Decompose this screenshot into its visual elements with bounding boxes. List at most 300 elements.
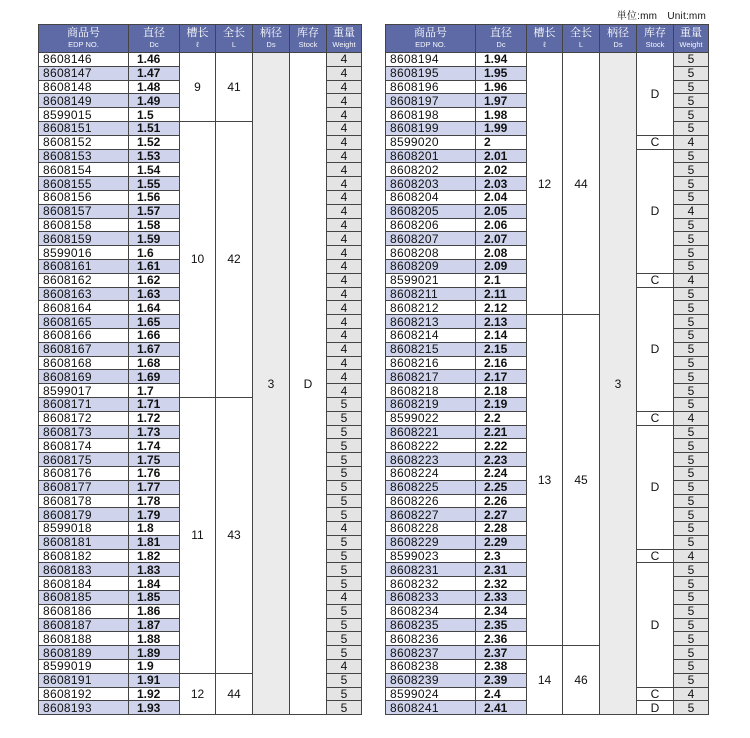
weight-cell: 5	[327, 535, 362, 549]
edp-cell: 8608179	[39, 508, 129, 522]
edp-cell: 8608216	[386, 356, 476, 370]
edp-cell: 8608165	[39, 315, 129, 329]
diameter-cell: 1.69	[129, 370, 180, 384]
header-stock: 库存 Stock	[290, 25, 327, 53]
weight-cell: 5	[674, 660, 709, 674]
edp-cell: 8608169	[39, 370, 129, 384]
edp-cell: 8608175	[39, 453, 129, 467]
stock-cell: D	[637, 287, 674, 411]
diameter-cell: 2.08	[476, 246, 527, 260]
weight-cell: 5	[674, 701, 709, 715]
weight-cell: 4	[327, 163, 362, 177]
weight-cell: 5	[674, 673, 709, 687]
diameter-cell: 1.68	[129, 356, 180, 370]
edp-cell: 8608203	[386, 177, 476, 191]
weight-cell: 4	[327, 218, 362, 232]
table-row	[386, 53, 709, 67]
weight-cell: 4	[327, 177, 362, 191]
diameter-cell: 2.35	[476, 618, 527, 632]
diameter-cell: 2.36	[476, 632, 527, 646]
diameter-cell: 2.16	[476, 356, 527, 370]
edp-cell: 8608186	[39, 604, 129, 618]
weight-cell: 4	[327, 287, 362, 301]
diameter-cell: 1.75	[129, 453, 180, 467]
edp-cell: 8599020	[386, 135, 476, 149]
diameter-cell: 1.83	[129, 563, 180, 577]
edp-cell: 8608217	[386, 370, 476, 384]
edp-cell: 8599017	[39, 384, 129, 398]
edp-cell: 8608183	[39, 563, 129, 577]
edp-cell: 8599021	[386, 273, 476, 287]
weight-cell: 5	[674, 218, 709, 232]
diameter-cell: 1.8	[129, 522, 180, 536]
stock-cell: D	[637, 425, 674, 549]
edp-cell: 8608193	[39, 701, 129, 715]
weight-cell: 5	[674, 646, 709, 660]
diameter-cell: 1.61	[129, 259, 180, 273]
weight-cell: 4	[674, 204, 709, 218]
weight-cell: 5	[674, 563, 709, 577]
weight-cell: 5	[674, 494, 709, 508]
weight-cell: 4	[674, 549, 709, 563]
weight-cell: 5	[674, 591, 709, 605]
weight-cell: 5	[327, 508, 362, 522]
diameter-cell: 2.06	[476, 218, 527, 232]
diameter-cell: 2.02	[476, 163, 527, 177]
spec-table-left	[38, 24, 362, 715]
edp-cell: 8608214	[386, 328, 476, 342]
weight-cell: 5	[674, 384, 709, 398]
weight-cell: 4	[327, 149, 362, 163]
edp-cell: 8608197	[386, 94, 476, 108]
edp-cell: 8608178	[39, 494, 129, 508]
edp-cell: 8608236	[386, 632, 476, 646]
stock-cell: C	[637, 135, 674, 149]
edp-cell: 8608235	[386, 618, 476, 632]
weight-cell: 5	[327, 466, 362, 480]
diameter-cell: 2.11	[476, 287, 527, 301]
edp-cell: 8608155	[39, 177, 129, 191]
diameter-cell: 1.67	[129, 342, 180, 356]
edp-cell: 8608237	[386, 646, 476, 660]
weight-cell: 5	[674, 453, 709, 467]
diameter-cell: 1.64	[129, 301, 180, 315]
diameter-cell: 1.88	[129, 632, 180, 646]
weight-cell: 5	[674, 397, 709, 411]
edp-cell: 8608205	[386, 204, 476, 218]
weight-cell: 4	[327, 370, 362, 384]
diameter-cell: 1.49	[129, 94, 180, 108]
header-stock: 库存 Stock	[637, 25, 674, 53]
edp-cell: 8608224	[386, 466, 476, 480]
diameter-cell: 1.78	[129, 494, 180, 508]
diameter-cell: 2.15	[476, 342, 527, 356]
diameter-cell: 1.72	[129, 411, 180, 425]
diameter-cell: 2.33	[476, 591, 527, 605]
edp-cell: 8608195	[386, 66, 476, 80]
edp-cell: 8608161	[39, 259, 129, 273]
diameter-cell: 2.05	[476, 204, 527, 218]
edp-cell: 8608176	[39, 466, 129, 480]
diameter-cell: 1.59	[129, 232, 180, 246]
flute-length-cell: 10	[180, 121, 216, 397]
edp-cell: 8608149	[39, 94, 129, 108]
diameter-cell: 2.09	[476, 259, 527, 273]
edp-cell: 8608158	[39, 218, 129, 232]
weight-cell: 4	[327, 273, 362, 287]
flute-length-cell: 14	[527, 646, 563, 715]
diameter-cell: 2.07	[476, 232, 527, 246]
weight-cell: 5	[674, 342, 709, 356]
edp-cell: 8608225	[386, 480, 476, 494]
diameter-cell: 1.55	[129, 177, 180, 191]
weight-cell: 5	[327, 646, 362, 660]
edp-cell: 8608162	[39, 273, 129, 287]
edp-cell: 8599022	[386, 411, 476, 425]
weight-cell: 5	[674, 163, 709, 177]
weight-cell: 5	[674, 466, 709, 480]
edp-cell: 8608163	[39, 287, 129, 301]
overall-length-cell: 42	[216, 121, 253, 397]
weight-cell: 4	[327, 259, 362, 273]
stock-cell: C	[637, 273, 674, 287]
weight-cell: 4	[327, 246, 362, 260]
weight-cell: 5	[327, 577, 362, 591]
diameter-cell: 1.7	[129, 384, 180, 398]
diameter-cell: 2.37	[476, 646, 527, 660]
flute-length-cell: 12	[180, 673, 216, 714]
shank-diameter-cell: 3	[253, 53, 290, 715]
weight-cell: 4	[327, 108, 362, 122]
weight-cell: 5	[674, 604, 709, 618]
weight-cell: 5	[674, 508, 709, 522]
diameter-cell: 1.57	[129, 204, 180, 218]
weight-cell: 5	[327, 411, 362, 425]
edp-cell: 8599018	[39, 522, 129, 536]
flute-length-cell: 12	[527, 53, 563, 315]
edp-cell: 8608228	[386, 522, 476, 536]
edp-cell: 8608151	[39, 121, 129, 135]
weight-cell: 5	[674, 577, 709, 591]
edp-cell: 8608152	[39, 135, 129, 149]
edp-cell: 8608227	[386, 508, 476, 522]
diameter-cell: 2.34	[476, 604, 527, 618]
edp-cell: 8608182	[39, 549, 129, 563]
diameter-cell: 1.79	[129, 508, 180, 522]
weight-cell: 4	[327, 135, 362, 149]
edp-cell: 8608196	[386, 80, 476, 94]
weight-cell: 5	[674, 328, 709, 342]
weight-cell: 4	[674, 687, 709, 701]
weight-cell: 4	[674, 273, 709, 287]
edp-cell: 8608204	[386, 190, 476, 204]
weight-cell: 5	[327, 453, 362, 467]
stock-cell: D	[637, 53, 674, 136]
weight-cell: 5	[327, 632, 362, 646]
weight-cell: 5	[327, 687, 362, 701]
edp-cell: 8608202	[386, 163, 476, 177]
header-row	[39, 25, 362, 53]
weight-cell: 5	[674, 232, 709, 246]
header-shank: 柄径 Ds	[253, 25, 290, 53]
weight-cell: 5	[327, 563, 362, 577]
edp-cell: 8608222	[386, 439, 476, 453]
unit-label: 単位:mm Unit:mm	[616, 11, 706, 22]
weight-cell: 5	[674, 190, 709, 204]
edp-cell: 8608199	[386, 121, 476, 135]
weight-cell: 4	[327, 356, 362, 370]
diameter-cell: 2.27	[476, 508, 527, 522]
diameter-cell: 2.14	[476, 328, 527, 342]
weight-cell: 5	[327, 673, 362, 687]
edp-cell: 8608218	[386, 384, 476, 398]
diameter-cell: 2.04	[476, 190, 527, 204]
weight-cell: 4	[674, 135, 709, 149]
weight-cell: 5	[674, 53, 709, 67]
diameter-cell: 2.24	[476, 466, 527, 480]
diameter-cell: 2.3	[476, 549, 527, 563]
weight-cell: 5	[327, 425, 362, 439]
diameter-cell: 2.4	[476, 687, 527, 701]
weight-cell: 5	[674, 149, 709, 163]
diameter-cell: 1.76	[129, 466, 180, 480]
weight-cell: 4	[327, 232, 362, 246]
edp-cell: 8608148	[39, 80, 129, 94]
edp-cell: 8608146	[39, 53, 129, 67]
weight-cell: 5	[327, 604, 362, 618]
diameter-cell: 1.86	[129, 604, 180, 618]
diameter-cell: 2.25	[476, 480, 527, 494]
diameter-cell: 1.63	[129, 287, 180, 301]
edp-cell: 8608167	[39, 342, 129, 356]
header-overall: 全长 L	[563, 25, 600, 53]
diameter-cell: 1.46	[129, 53, 180, 67]
weight-cell: 5	[674, 356, 709, 370]
edp-cell: 8599019	[39, 660, 129, 674]
header-overall: 全长 L	[216, 25, 253, 53]
flute-length-cell: 9	[180, 53, 216, 122]
diameter-cell: 1.81	[129, 535, 180, 549]
diameter-cell: 1.5	[129, 108, 180, 122]
stock-cell: D	[637, 149, 674, 273]
diameter-cell: 1.92	[129, 687, 180, 701]
edp-cell: 8608181	[39, 535, 129, 549]
edp-cell: 8608241	[386, 701, 476, 715]
diameter-cell: 1.9	[129, 660, 180, 674]
diameter-cell: 2.26	[476, 494, 527, 508]
weight-cell: 5	[327, 701, 362, 715]
diameter-cell: 2.39	[476, 673, 527, 687]
edp-cell: 8608157	[39, 204, 129, 218]
weight-cell: 5	[674, 315, 709, 329]
diameter-cell: 2.38	[476, 660, 527, 674]
header-flute: 槽长 ℓ	[527, 25, 563, 53]
diameter-cell: 2.01	[476, 149, 527, 163]
edp-cell: 8608212	[386, 301, 476, 315]
edp-cell: 8608207	[386, 232, 476, 246]
diameter-cell: 2.32	[476, 577, 527, 591]
weight-cell: 4	[327, 204, 362, 218]
weight-cell: 5	[327, 549, 362, 563]
diameter-cell: 1.73	[129, 425, 180, 439]
stock-cell: D	[290, 53, 327, 715]
diameter-cell: 2.21	[476, 425, 527, 439]
header-weight: 重量 Weight	[327, 25, 362, 53]
edp-cell: 8608229	[386, 535, 476, 549]
edp-cell: 8608166	[39, 328, 129, 342]
weight-cell: 4	[327, 94, 362, 108]
edp-cell: 8608192	[39, 687, 129, 701]
header-dc: 直径 Dc	[129, 25, 180, 53]
diameter-cell: 1.48	[129, 80, 180, 94]
diameter-cell: 2.22	[476, 439, 527, 453]
edp-cell: 8599023	[386, 549, 476, 563]
weight-cell: 5	[674, 301, 709, 315]
diameter-cell: 2.28	[476, 522, 527, 536]
diameter-cell: 1.58	[129, 218, 180, 232]
weight-cell: 4	[327, 53, 362, 67]
edp-cell: 8608233	[386, 591, 476, 605]
diameter-cell: 1.47	[129, 66, 180, 80]
weight-cell: 5	[674, 80, 709, 94]
diameter-cell: 1.95	[476, 66, 527, 80]
diameter-cell: 1.53	[129, 149, 180, 163]
stock-cell: D	[637, 563, 674, 687]
diameter-cell: 1.91	[129, 673, 180, 687]
edp-cell: 8608223	[386, 453, 476, 467]
weight-cell: 5	[674, 66, 709, 80]
edp-cell: 8608174	[39, 439, 129, 453]
edp-cell: 8608231	[386, 563, 476, 577]
edp-cell: 8608226	[386, 494, 476, 508]
diameter-cell: 1.84	[129, 577, 180, 591]
weight-cell: 5	[674, 535, 709, 549]
spec-table-right	[385, 24, 709, 715]
overall-length-cell: 43	[216, 397, 253, 673]
flute-length-cell: 11	[180, 397, 216, 673]
weight-cell: 5	[674, 246, 709, 260]
diameter-cell: 2	[476, 135, 527, 149]
weight-cell: 5	[674, 480, 709, 494]
weight-cell: 4	[327, 80, 362, 94]
diameter-cell: 1.65	[129, 315, 180, 329]
edp-cell: 8608172	[39, 411, 129, 425]
weight-cell: 4	[327, 190, 362, 204]
diameter-cell: 1.54	[129, 163, 180, 177]
header-flute: 槽长 ℓ	[180, 25, 216, 53]
edp-cell: 8608159	[39, 232, 129, 246]
weight-cell: 4	[327, 328, 362, 342]
edp-cell: 8608154	[39, 163, 129, 177]
header-row	[386, 25, 709, 53]
stock-cell: C	[637, 411, 674, 425]
weight-cell: 5	[674, 94, 709, 108]
weight-cell: 4	[327, 121, 362, 135]
weight-cell: 4	[327, 591, 362, 605]
weight-cell: 5	[674, 259, 709, 273]
edp-cell: 8608213	[386, 315, 476, 329]
diameter-cell: 2.19	[476, 397, 527, 411]
diameter-cell: 2.23	[476, 453, 527, 467]
weight-cell: 5	[327, 397, 362, 411]
overall-length-cell: 44	[563, 53, 600, 315]
weight-cell: 4	[327, 66, 362, 80]
weight-cell: 5	[674, 370, 709, 384]
diameter-cell: 1.74	[129, 439, 180, 453]
stock-cell: C	[637, 687, 674, 701]
edp-cell: 8608156	[39, 190, 129, 204]
diameter-cell: 1.71	[129, 397, 180, 411]
edp-cell: 8608238	[386, 660, 476, 674]
weight-cell: 5	[674, 618, 709, 632]
weight-cell: 4	[327, 522, 362, 536]
diameter-cell: 2.18	[476, 384, 527, 398]
diameter-cell: 1.97	[476, 94, 527, 108]
overall-length-cell: 45	[563, 315, 600, 646]
diameter-cell: 1.98	[476, 108, 527, 122]
diameter-cell: 1.85	[129, 591, 180, 605]
stock-cell: D	[637, 701, 674, 715]
edp-cell: 8608168	[39, 356, 129, 370]
diameter-cell: 2.03	[476, 177, 527, 191]
edp-cell: 8608232	[386, 577, 476, 591]
weight-cell: 5	[674, 108, 709, 122]
diameter-cell: 1.89	[129, 646, 180, 660]
weight-cell: 5	[674, 287, 709, 301]
diameter-cell: 1.6	[129, 246, 180, 260]
diameter-cell: 1.62	[129, 273, 180, 287]
edp-cell: 8608191	[39, 673, 129, 687]
weight-cell: 5	[674, 121, 709, 135]
edp-cell: 8608153	[39, 149, 129, 163]
weight-cell: 4	[327, 384, 362, 398]
edp-cell: 8608206	[386, 218, 476, 232]
weight-cell: 4	[327, 301, 362, 315]
diameter-cell: 2.29	[476, 535, 527, 549]
edp-cell: 8608177	[39, 480, 129, 494]
diameter-cell: 2.12	[476, 301, 527, 315]
weight-cell: 5	[674, 522, 709, 536]
diameter-cell: 1.51	[129, 121, 180, 135]
diameter-cell: 2.2	[476, 411, 527, 425]
diameter-cell: 1.87	[129, 618, 180, 632]
edp-cell: 8608189	[39, 646, 129, 660]
weight-cell: 5	[327, 494, 362, 508]
edp-cell: 8608188	[39, 632, 129, 646]
edp-cell: 8608187	[39, 618, 129, 632]
edp-cell: 8608171	[39, 397, 129, 411]
overall-length-cell: 41	[216, 53, 253, 122]
edp-cell: 8608208	[386, 246, 476, 260]
diameter-cell: 2.31	[476, 563, 527, 577]
edp-cell: 8608201	[386, 149, 476, 163]
overall-length-cell: 44	[216, 673, 253, 714]
diameter-cell: 1.77	[129, 480, 180, 494]
diameter-cell: 1.93	[129, 701, 180, 715]
diameter-cell: 2.1	[476, 273, 527, 287]
header-shank: 柄径 Ds	[600, 25, 637, 53]
edp-cell: 8608219	[386, 397, 476, 411]
diameter-cell: 1.66	[129, 328, 180, 342]
table-row	[39, 53, 362, 67]
weight-cell: 5	[674, 425, 709, 439]
weight-cell: 4	[327, 342, 362, 356]
diameter-cell: 1.56	[129, 190, 180, 204]
diameter-cell: 2.17	[476, 370, 527, 384]
weight-cell: 5	[674, 632, 709, 646]
edp-cell: 8608234	[386, 604, 476, 618]
weight-cell: 4	[327, 315, 362, 329]
